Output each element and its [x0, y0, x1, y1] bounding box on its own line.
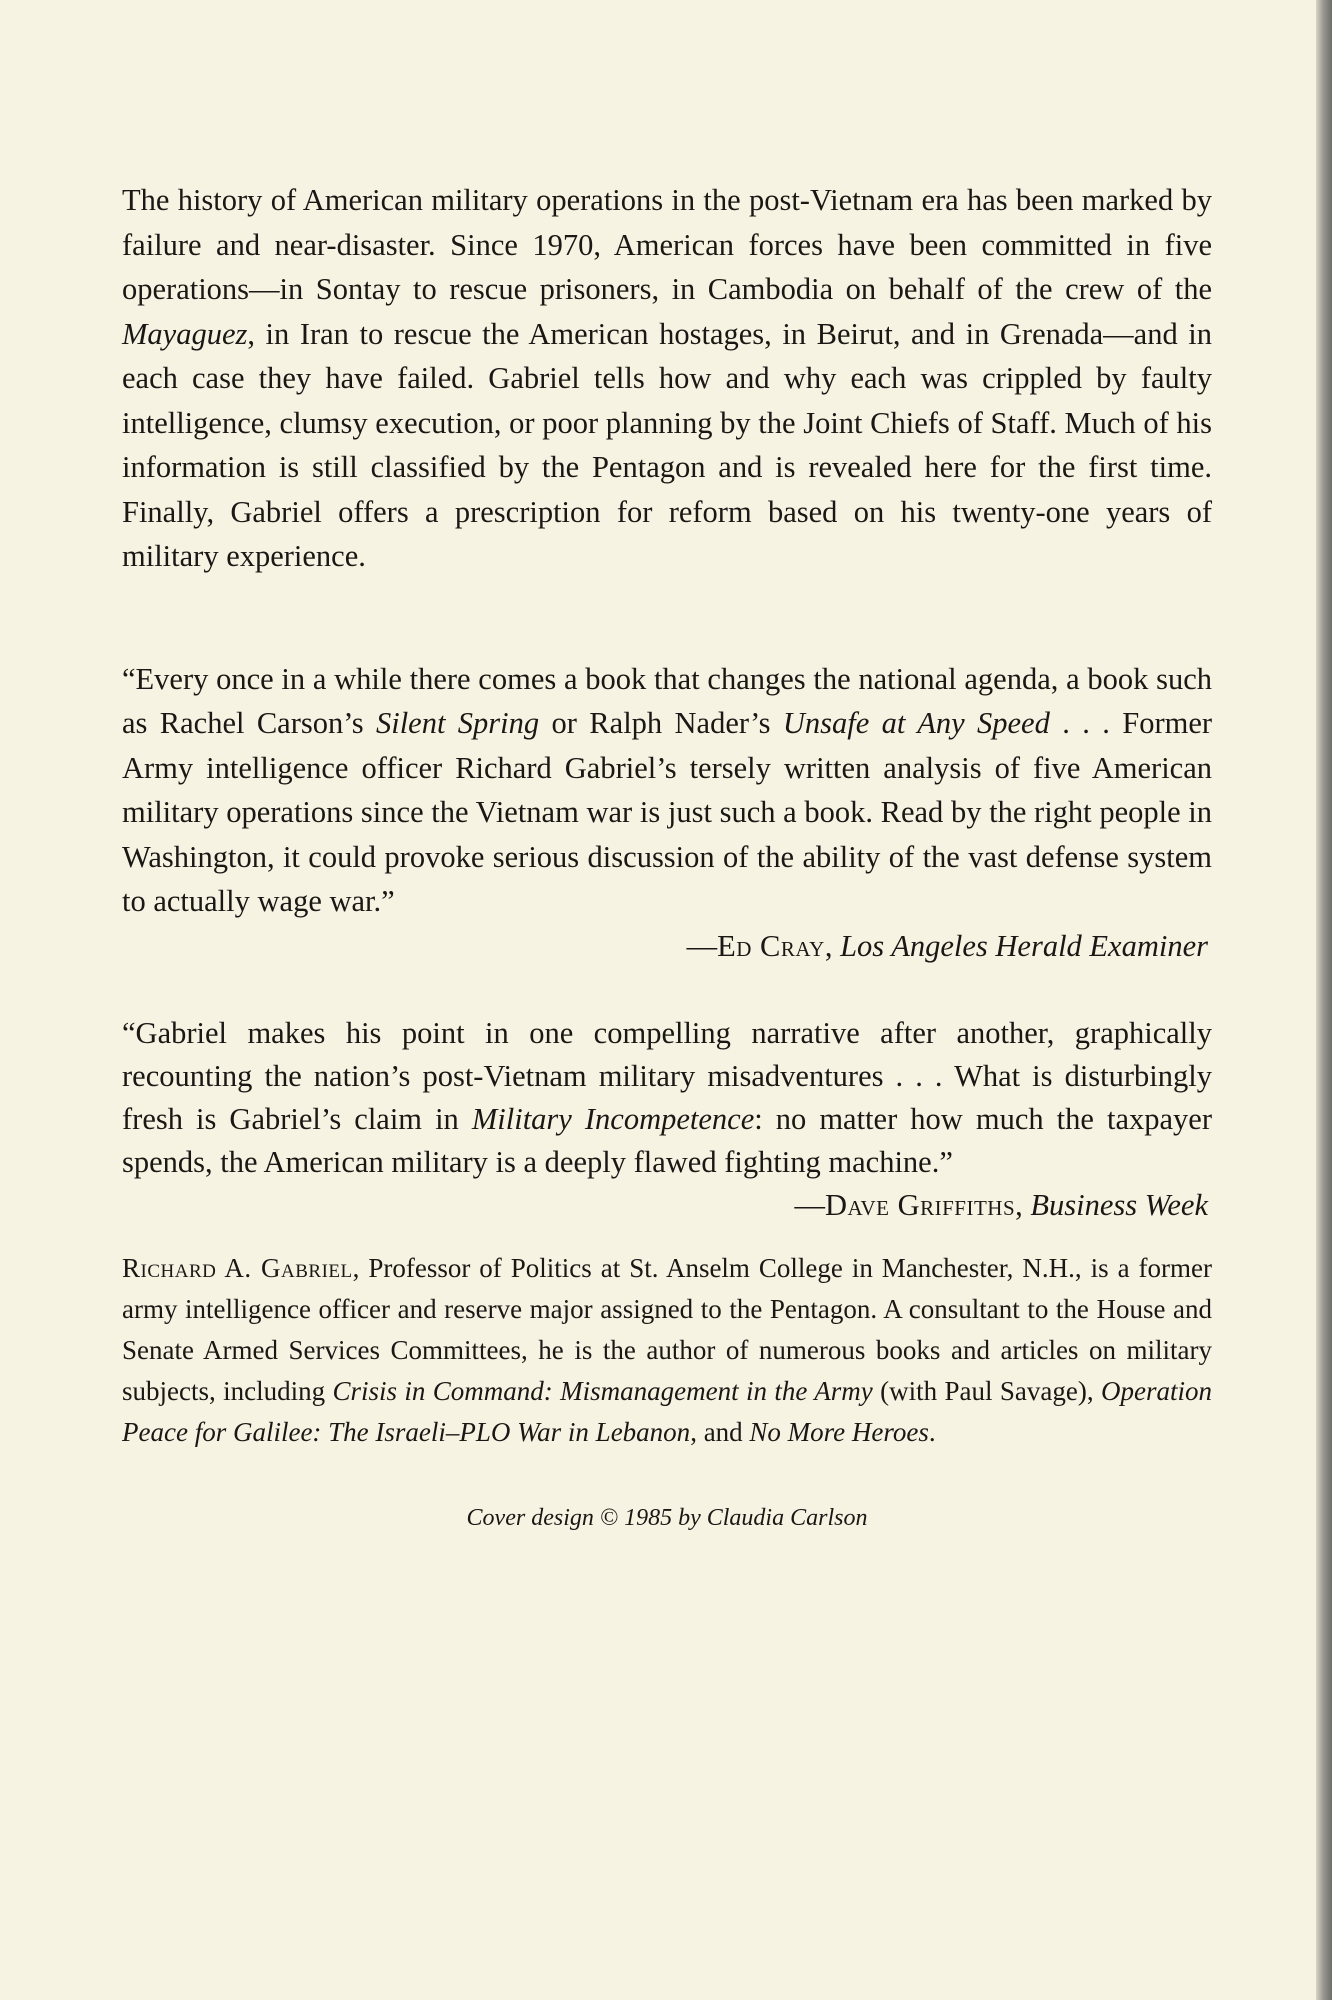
review-attribution-1: —Ed Cray, Los Angeles Herald Examiner [686, 928, 1208, 963]
reviewer-name: Ed Cray [717, 928, 825, 963]
author-name: Richard A. Gabriel [122, 1253, 353, 1283]
publication-name: Business Week [1030, 1188, 1208, 1222]
review-quote-1: “Every once in a while there comes a book that changes the national agenda, a book such as Rachel Carson’s Silent Spring or Ralph Nader’s Unsafe at Any Speed . . . Former Army intelligence officer Richard Gabriel’s tersely written analysis of five American military operations since the Vietnam war is just such a book. Read by the right people in Washington, it could provoke serious discussion of the ability of the vast defense system to actually wage war.” [122, 661, 1213, 918]
book-description: The history of American military operations in the post-Vietnam era has been marked by failure and near-disaster. Since 1970, American forces have been committed in five operations—in Sontay to rescue prisoners, in Cambodia on behalf of the crew of the Mayaguez, in Iran to rescue the American hostages, in Beirut, and in Grenada—and in each case they have failed. Gabriel tells how and why each was crippled by faulty intelligence, clumsy execution, or poor planning by the Joint Chiefs of Staff. Much of his information is still classified by the Pentagon and is revealed here for the first time. Finally, Gabriel offers a prescription for reform based on his twenty-one years of military experience. [122, 183, 1212, 573]
page-edge-shadow [1316, 0, 1332, 2000]
author-bio: Richard A. Gabriel, Professor of Politics at St. Anselm College in Manchester, N.H., is a former army intelligence officer and reserve major assigned to the Pentagon. A consultant to the House and Senate Armed Services Committees, he is the author of numerous books and articles on military subjects, including Crisis in Command: Mismanagement in the Army (with Paul Savage), Operation Peace for Galilee: The Israeli–PLO War in Lebanon, and No More Heroes. [122, 1253, 1213, 1447]
ship-name: Mayaguez [122, 316, 248, 351]
review-attribution-2: —Dave Griffiths, Business Week [794, 1188, 1208, 1222]
book-title: Unsafe at Any Speed [782, 706, 1050, 740]
book-title: Military Incompetence [471, 1102, 755, 1136]
book-title: Silent Spring [375, 706, 540, 740]
cover-design-credit: Cover design © 1985 by Claudia Carlson [466, 1505, 868, 1531]
back-cover-text [122, 178, 1212, 1533]
book-title: No More Heroes [749, 1417, 929, 1447]
book-title: Crisis in Command: Mismanagement in the Army [332, 1376, 873, 1406]
publication-name: Los Angeles Herald Examiner [840, 928, 1208, 963]
reviewer-name: Dave Griffiths [824, 1188, 1016, 1222]
book-title: Operation Peace for Galilee: The Israeli–PLO War in Lebanon [122, 1376, 1213, 1447]
review-quote-2: “Gabriel makes his point in one compelling narrative after another, graphically recounting the nation’s post-Vietnam military misadventures . . . What is disturbingly fresh is Gabriel’s claim in Military Incompetence: no matter how much the taxpayer spends, the American military is a deeply flawed fighting machine.” —Dave Griffiths, Business Week [122, 1012, 1212, 1184]
